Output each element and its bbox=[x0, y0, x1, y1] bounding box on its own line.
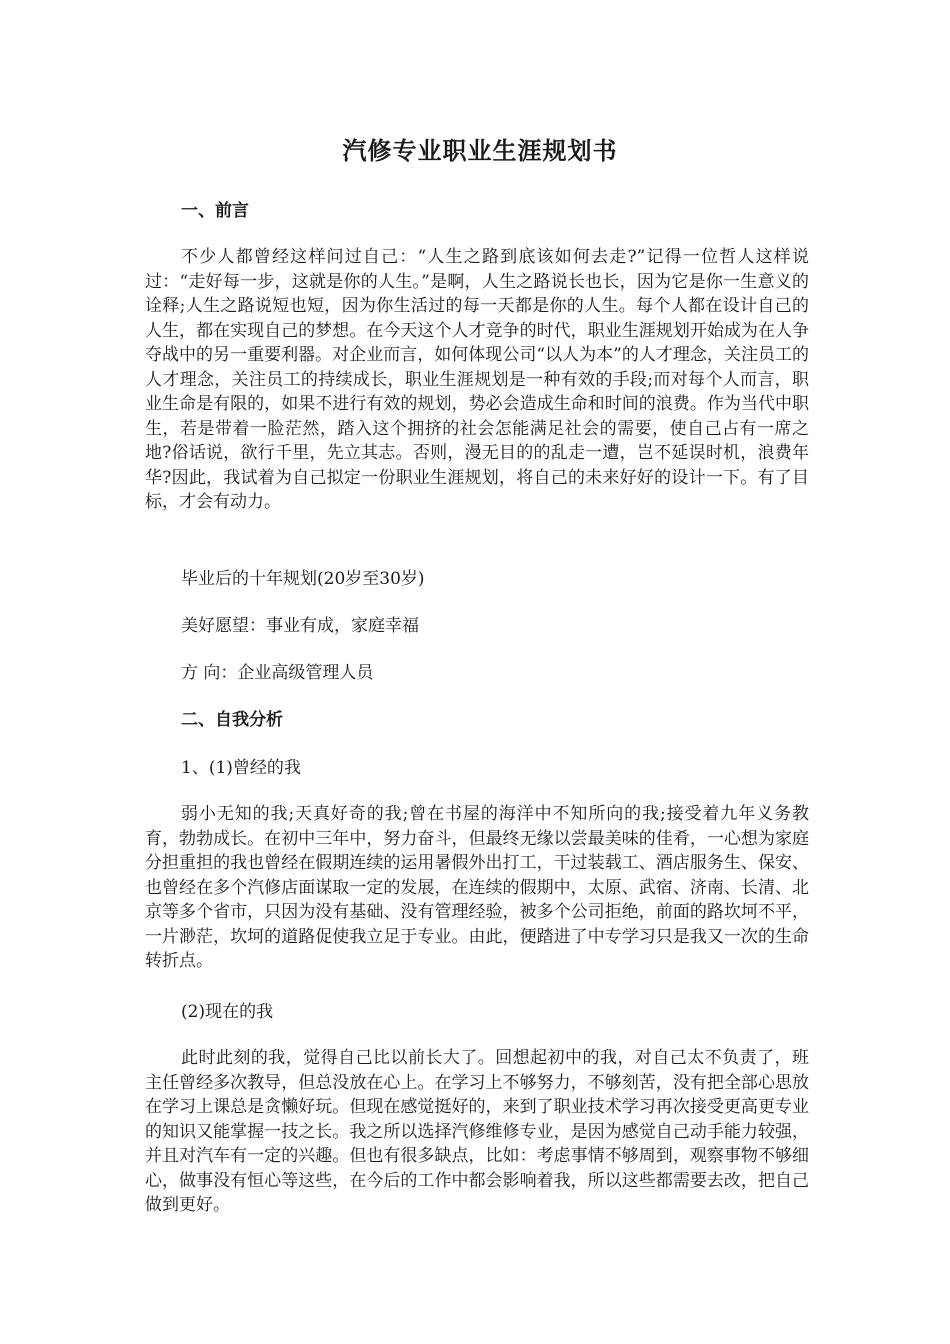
section-heading-preface: 一、前言 bbox=[181, 201, 249, 221]
section-heading-self-analysis: 二、自我分析 bbox=[181, 710, 283, 730]
subheading-past-self: 1、(1)曾经的我 bbox=[181, 758, 301, 778]
present-self-paragraph: 此时此刻的我，觉得自己比以前长大了。回想起初中的我，对自己太不负责了，班主任曾经多次教导，但总没放在心上。在学习上不够努力，不够刻苦，没有把全部心思放在学习上课总是贪懒好玩。但现在感觉挺好的，来到了职业技术学习再次接受更高更专业的知识又能掌握一技之长。我之所以选择汽修维修专业，是因为感觉自己动手能力较强，并且对汽车有一定的兴趣。但也有很多缺点，比如：考虑事情不够周到，观察事物不够细心，做事没有恒心等这些，在今后的工作中都会影响着我，所以这些都需要去改，把自己做到更好。 bbox=[145, 1048, 809, 1215]
subheading-present-self: (2)现在的我 bbox=[181, 1002, 274, 1022]
ten-year-plan-line: 毕业后的十年规划(20岁至30岁) bbox=[181, 569, 425, 589]
document-title: 汽修专业职业生涯规划书 bbox=[342, 137, 618, 165]
wish-line: 美好愿望：事业有成，家庭幸福 bbox=[181, 616, 419, 636]
direction-line: 方 向：企业高级管理人员 bbox=[181, 663, 374, 683]
past-self-paragraph: 弱小无知的我;天真好奇的我;曾在书屋的海洋中不知所向的我;接受着九年义务教育，勃勃成长。在初中三年中，努力奋斗，但最终无缘以尝最美味的佳肴，一心想为家庭分担重担的我也曾经在假期连续的运用暑假外出打工，干过装载工、酒店服务生、保安、也曾经在多个汽修店面谋取一定的发展，在连续的假期中，太原、武宿、济南、长清、北京等多个省市，只因为没有基础、没有管理经验，被多个公司拒绝，前面的路坎坷不平，一片渺茫，坎坷的道路促使我立足于专业。由此，便踏进了中专学习只是我又一次的生命转折点。 bbox=[145, 804, 809, 971]
intro-paragraph: 不少人都曾经这样问过自己：“人生之路到底该如何去走?”记得一位哲人这样说过：“走好每一步，这就是你的人生。”是啊，人生之路说长也长，因为它是你一生意义的诠释;人生之路说短也短，因为你生活过的每一天都是你的人生。每个人都在设计自己的人生，都在实现自己的梦想。在今天这个人才竞争的时代，职业生涯规划开始成为在人争夺战中的另一重要利器。对企业而言，如何体现公司“以人为本”的人才理念，关注员工的人才理念，关注员工的持续成长，职业生涯规划是一种有效的手段;而对每个人而言，职业生命是有限的，如果不进行有效的规划，势必会造成生命和时间的浪费。作为当代中职生，若是带着一脸茫然，踏入这个拥挤的社会怎能满足社会的需要，使自己占有一席之地?俗话说，欲行千里，先立其志。否则，漫无目的的乱走一遭，岂不延误时机，浪费年华?因此，我试着为自己拟定一份职业生涯规划，将自己的未来好好的设计一下。有了目标，才会有动力。 bbox=[145, 247, 809, 512]
